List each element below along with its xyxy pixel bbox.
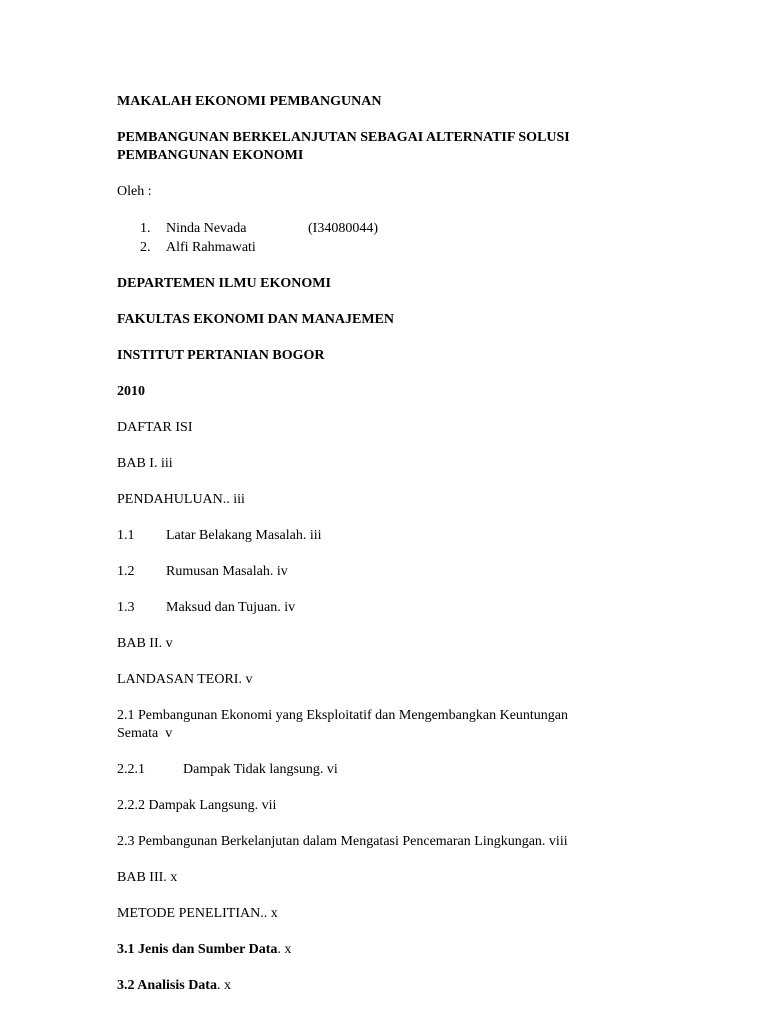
toc-entry-2-2-1 [117,761,657,779]
toc-entry-pendahuluan: PENDAHULUAN.. iii [117,492,245,507]
author-list [117,219,657,257]
document-subtitle [117,129,657,165]
toc-entry-text: Maksud dan Tujuan. iv [166,600,296,615]
toc-entry-number: 1.2 [117,564,135,579]
toc-entry-text: Dampak Tidak langsung. vi [183,762,338,777]
toc-entry-2-2-2: 2.2.2 Dampak Langsung. vii [117,798,277,813]
author-label: Oleh : [117,184,152,199]
institute-name: INSTITUT PERTANIAN BOGOR [117,348,325,363]
toc-entry-bab2: BAB II. v [117,636,173,651]
toc-heading: DAFTAR ISI [117,420,193,435]
toc-entry-2-1 [117,707,657,743]
department-name: DEPARTEMEN ILMU EKONOMI [117,276,331,291]
toc-entry-text: Latar Belakang Masalah. iii [166,528,322,543]
toc-entry-metode: METODE PENELITIAN.. x [117,906,278,921]
document-content [117,93,657,1013]
toc-entry-landasan: LANDASAN TEORI. v [117,672,253,687]
faculty-name: FAKULTAS EKONOMI DAN MANAJEMEN [117,312,395,327]
toc-entry-bab3: BAB III. x [117,870,178,885]
toc-entry-text-line-1: 2.1 Pembangunan Ekonomi yang Eksploitatif dan Mengembangkan Keuntungan [117,708,569,723]
author-id: (I34080044) [308,221,378,236]
subtitle-line-2: PEMBANGUNAN EKONOMI [117,148,304,163]
toc-entry-number: 1.3 [117,600,135,615]
author-number: 1. [140,221,151,236]
document-title: MAKALAH EKONOMI PEMBANGUNAN [117,94,382,109]
subtitle-line-1: PEMBANGUNAN BERKELANJUTAN SEBAGAI ALTERNATIF SOLUSI [117,130,570,145]
toc-entry-text: Rumusan Masalah. iv [166,564,288,579]
toc-entry-number: 2.2.1 [117,762,145,777]
toc-entry-bold-text: 3.1 Jenis dan Sumber Data [117,942,278,957]
toc-entry-1-1 [117,527,657,545]
toc-entry-1-2 [117,563,657,581]
toc-entry-3-2 [117,977,657,995]
toc-entry-1-3 [117,599,657,617]
document-year: 2010 [117,384,145,399]
author-name: Ninda Nevada [166,221,247,236]
toc-entry-text-line-2: Semata v [117,726,173,741]
toc-entry-bab1: BAB I. iii [117,456,173,471]
toc-entry-2-3: 2.3 Pembangunan Berkelanjutan dalam Mengatasi Pencemaran Lingkungan. viii [117,834,568,849]
toc-entry-3-1 [117,941,657,959]
author-item [117,238,657,257]
toc-entry-bold-text: 3.2 Analisis Data [117,978,217,993]
toc-entry-number: 1.1 [117,528,135,543]
toc-entry-page: . x [216,978,231,993]
author-name: Alfi Rahmawati [166,240,256,255]
author-number: 2. [140,240,151,255]
author-item [117,219,657,238]
toc-entry-page: . x [277,942,292,957]
